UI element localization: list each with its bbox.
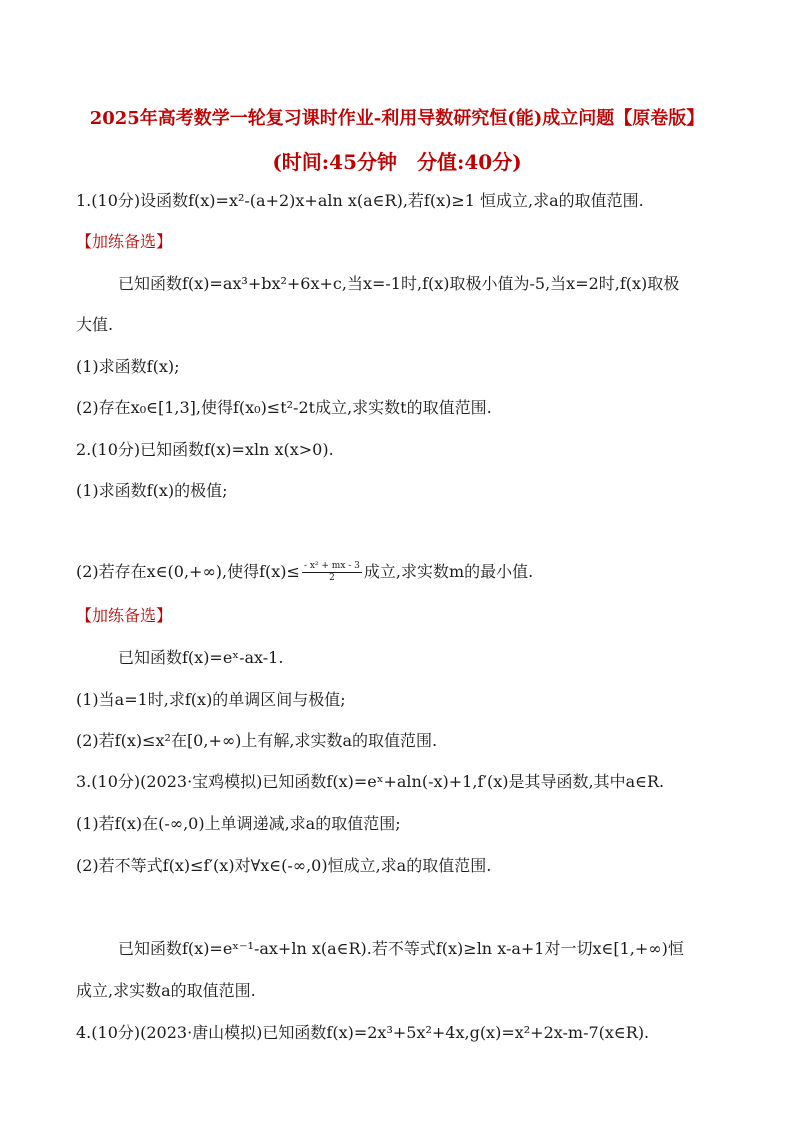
extra-practice-tag-1: 【加练备选】: [76, 232, 173, 251]
extra-problem-2: 已知函数f(x)=eˣ-ax-1.: [118, 648, 284, 667]
extra-problem-2-part-2: (2)若f(x)≤x²在[0,+∞)上有解,求实数a的取值范围.: [76, 731, 438, 750]
fraction-expression: [302, 561, 362, 584]
extra-problem-3-line-1: 已知函数f(x)=eˣ⁻¹-ax+ln x(a∈R).若不等式f(x)≥ln x-a+1对一切x∈[1,+∞)恒: [118, 939, 684, 958]
problem-3-part-1: (1)若f(x)在(-∞,0)上单调递减,求a的取值范围;: [76, 814, 401, 833]
problem-2-part-1: (1)求函数f(x)的极值;: [76, 481, 228, 500]
problem-2: 2.(10分)已知函数f(x)=xln x(x>0).: [76, 440, 334, 459]
problem-2-part-2: [76, 561, 724, 584]
time-score-subtitle: (时间:45分钟 分值:40分): [272, 150, 522, 174]
fraction-denominator: 2: [329, 573, 335, 583]
problem-1: 1.(10分)设函数f(x)=x²-(a+2)x+aln x(a∈R),若f(x)≥1 恒成立,求a的取值范围.: [76, 191, 644, 210]
problem-4: 4.(10分)(2023·唐山模拟)已知函数f(x)=2x³+5x²+4x,g(x)=x²+2x-m-7(x∈R).: [76, 1023, 650, 1042]
extra-problem-3-line-2: 成立,求实数a的取值范围.: [76, 981, 256, 1000]
extra-problem-1-part-2: (2)存在x₀∈[1,3],使得f(x₀)≤t²-2t成立,求实数t的取值范围.: [76, 398, 492, 417]
problem-2-part-2-suffix: 成立,求实数m的最小值.: [363, 562, 534, 581]
extra-problem-1-part-1: (1)求函数f(x);: [76, 357, 180, 376]
extra-problem-1-line-2: 大值.: [76, 315, 114, 334]
problem-2-part-2-prefix: (2)若存在x∈(0,+∞),使得f(x)≤: [76, 562, 300, 581]
fraction-numerator: - x² + mx - 3: [303, 561, 360, 571]
document-title: 2025年高考数学一轮复习课时作业-利用导数研究恒(能)成立问题【原卷版】: [89, 108, 705, 129]
problem-3-part-2: (2)若不等式f(x)≤f′(x)对∀x∈(-∞,0)恒成立,求a的取值范围.: [76, 856, 492, 875]
problem-3: 3.(10分)(2023·宝鸡模拟)已知函数f(x)=eˣ+aln(-x)+1,f′(x)是其导函数,其中a∈R.: [76, 772, 665, 791]
extra-practice-tag-2: 【加练备选】: [76, 606, 173, 625]
extra-problem-1-line-1: 已知函数f(x)=ax³+bx²+6x+c,当x=-1时,f(x)取极小值为-5,当x=2时,f(x)取极: [118, 274, 680, 293]
extra-problem-2-part-1: (1)当a=1时,求f(x)的单调区间与极值;: [76, 690, 346, 709]
